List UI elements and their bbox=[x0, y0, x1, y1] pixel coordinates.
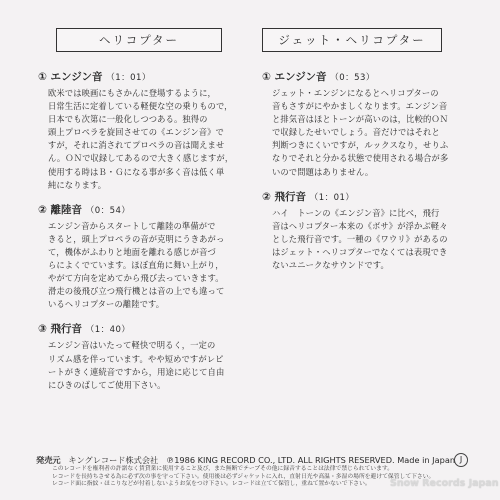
notice-line: レコードを長持ちさせる為に必ず次の事を守って下さい。使用後は必ずジャケットに入れ，直射日光や高温・多湿の場所を避けて保管して下さい。 bbox=[52, 473, 435, 480]
left-section-2 bbox=[38, 203, 248, 312]
text-line: 頭上プロペラを旋回させての《エンジン音》で bbox=[48, 127, 224, 138]
section-body bbox=[38, 339, 248, 391]
section-heading bbox=[262, 70, 472, 85]
right-column-title: ジェット・ヘリコプター bbox=[262, 28, 442, 52]
text-line: ハイ トーンの《エンジン音》に比べ，飛行 bbox=[272, 207, 440, 218]
text-line: 欧米では映画にもさかんに登場するように， bbox=[48, 88, 216, 98]
section-heading bbox=[38, 322, 248, 337]
text-line: エンジン音はいたって軽快で明るく，一定の bbox=[48, 340, 216, 351]
text-line: きると，頭上プロペラの音が克明にうきあがっ bbox=[48, 233, 225, 244]
footer-credit-row bbox=[36, 455, 476, 466]
section-body bbox=[38, 220, 248, 312]
left-section-3 bbox=[38, 322, 248, 391]
section-number: ② bbox=[38, 203, 47, 216]
text-line: にひきのばしてご使用下さい。 bbox=[48, 379, 166, 390]
left-column-title: ヘリコプター bbox=[56, 28, 222, 52]
text-line: 使用する時はＢ・Ｇになる事が多く音は低く単 bbox=[48, 166, 225, 177]
notice-line: このレコードを権利者の許諾なく賃貸業に使用すること及び，また無断でテープその他に録音することは法律で禁じられています。 bbox=[52, 466, 394, 472]
section-title: 離陸音 bbox=[50, 203, 83, 216]
section-heading bbox=[38, 70, 248, 85]
text-line: 日本でも次第に一般化しつつある。独得の bbox=[48, 114, 208, 125]
section-time: （1：01） bbox=[309, 192, 355, 203]
text-line: エンジン音からスタートして離陸の準備がで bbox=[48, 220, 216, 231]
text-line: 純になります。 bbox=[48, 179, 107, 190]
section-body bbox=[262, 87, 472, 179]
text-line: と排気音はほとトーンが高いのは，比較的ＯＮ bbox=[272, 114, 449, 125]
text-line: いるヘリコプターの離陸です。 bbox=[48, 299, 165, 310]
section-number: ① bbox=[38, 71, 47, 83]
section-time: （0：54） bbox=[85, 205, 131, 216]
text-line: ジェット・エンジンになるとヘリコプターの bbox=[272, 88, 439, 98]
company-name: キングレコード株式会社 bbox=[68, 455, 159, 465]
section-title: エンジン音 bbox=[50, 71, 103, 83]
watermark-text: Snow Records Japan bbox=[390, 478, 499, 489]
text-line: いので問題はありません。 bbox=[272, 166, 374, 177]
text-line: らによくでています。ほぼ直角に舞い上がり， bbox=[48, 260, 224, 271]
text-line: 音もさすがにやかましくなります。エンジン音 bbox=[272, 101, 448, 112]
text-line: やがて方向を定めてから飛び去っていきます。 bbox=[48, 273, 224, 284]
legal-notice bbox=[52, 466, 434, 489]
section-time: （0：53） bbox=[330, 73, 375, 83]
section-time: （1：40） bbox=[85, 325, 131, 336]
seller-label: 発売元 bbox=[36, 455, 61, 465]
section-number: ① bbox=[262, 71, 271, 83]
text-line: 滑走の後飛び立つ飛行機とは音の上でも違って bbox=[48, 286, 225, 297]
text-line: リズム感を伴っています。やや短めですがレピ bbox=[48, 353, 224, 364]
text-line: 判断つきにくいですが，ルックスなり，せりふ bbox=[272, 140, 449, 151]
section-title: 飛行音 bbox=[274, 190, 307, 203]
section-title: エンジン音 bbox=[274, 71, 327, 83]
text-line: 日常生活に定着している軽便な空の乗りもので， bbox=[48, 101, 233, 112]
text-line: で収録したせいでしょう。音だけではそれと bbox=[272, 127, 440, 138]
section-title: 飛行音 bbox=[50, 323, 83, 336]
left-column bbox=[38, 28, 248, 403]
section-number: ② bbox=[262, 190, 271, 203]
footer bbox=[36, 455, 476, 466]
text-line: はジェット・ヘリコプターでなくては表現でき bbox=[272, 246, 448, 257]
text-line: すが，それに消されてプロペラの音は聞えませ bbox=[48, 140, 225, 151]
left-section-1 bbox=[38, 70, 248, 192]
section-heading bbox=[262, 190, 472, 205]
text-line: ん。ＯＮで収録してあるので大きく感じますが， bbox=[48, 153, 234, 164]
text-line: なりでそれと分かる状態で使用される場合が多 bbox=[272, 153, 449, 164]
text-line: て，機体がふわりと地面を離れる感じが音づ bbox=[48, 246, 216, 257]
copyright-text: ℗1986 KING RECORD CO., LTD. ALL RIGHTS RESERVED. Made in Japan bbox=[166, 455, 456, 465]
text-line: とした飛行音です。一種の《ワウリ》があるの bbox=[272, 233, 448, 244]
text-line: ートがきく連続音ですから，用途に応じて自由 bbox=[48, 366, 225, 377]
right-column bbox=[262, 28, 472, 283]
jasrac-icon: J bbox=[454, 453, 468, 467]
section-body bbox=[262, 207, 472, 272]
section-body bbox=[38, 87, 248, 192]
notice-line: レコード面に指紋・ほこりなどが付着しないようお気をつけ下さい。レコードは立てて保管し，重ねて置かないで下さい。 bbox=[52, 481, 371, 488]
section-time: （1：01） bbox=[106, 73, 151, 83]
text-line: ないユニークなサウンドです。 bbox=[272, 260, 389, 271]
section-number: ③ bbox=[38, 323, 47, 336]
section-heading bbox=[38, 203, 248, 218]
right-section-2 bbox=[262, 190, 472, 272]
right-section-1 bbox=[262, 70, 472, 179]
text-line: 音はヘリコプター本来の《ボサ》が浮かぶ軽々 bbox=[272, 220, 448, 231]
